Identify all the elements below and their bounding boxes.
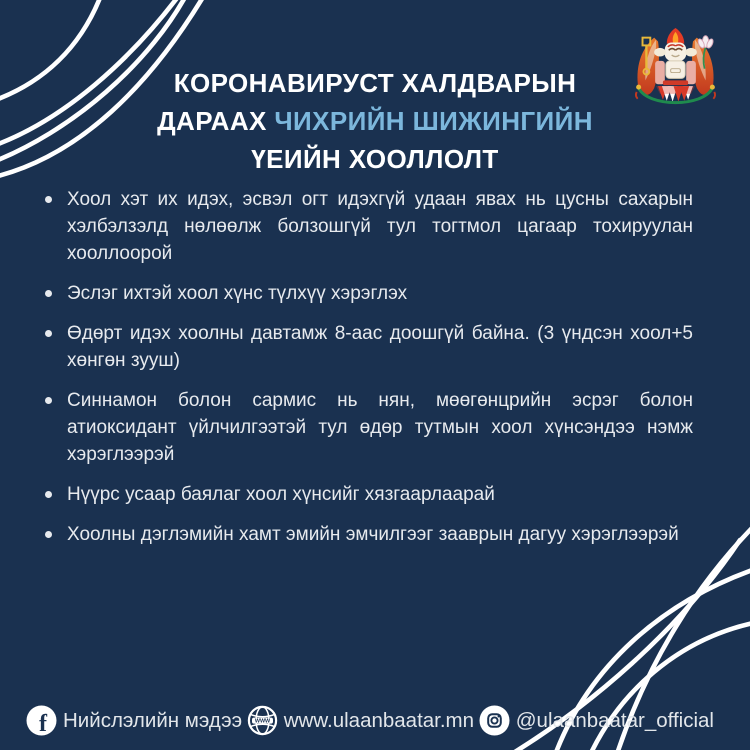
bullet-dot — [45, 290, 52, 297]
website-label: www.ulaanbaatar.mn — [283, 708, 475, 732]
svg-text:WWW: WWW — [254, 718, 270, 725]
list-item — [67, 521, 693, 548]
bullet-dot — [45, 397, 52, 404]
bullet-dot — [45, 531, 52, 538]
svg-text:f: f — [39, 711, 47, 736]
list-item — [67, 280, 693, 307]
title-line-2-white: ДАРААХ — [157, 106, 267, 136]
bullet-text: Нүүрс усаар баялаг хоол хүнсийг хязгаарлаарай — [67, 484, 495, 505]
list-item — [67, 186, 693, 267]
facebook-label: Нийслэлийн мэдээ — [63, 708, 243, 732]
bullet-text: Хоолны дэглэмийн хамт эмийн эмчилгээг зааврын дагуу хэрэглээрэй — [67, 524, 679, 545]
title-line-3: ҮЕИЙН ХООЛЛОЛТ — [251, 144, 499, 174]
page-title — [40, 64, 710, 178]
instagram-icon — [479, 705, 510, 736]
bullet-dot — [45, 491, 52, 498]
title-line-1: КОРОНАВИРУСТ ХАЛДВАРЫН — [173, 68, 577, 98]
bullet-text: Хоол хэт их идэх, эсвэл огт идэхгүй удаан явах нь цусны сахарын хэлбэлзэлд нөлөөлж болзошгүй тул тогтмол цагаар тохируулан хооллоорой — [67, 189, 693, 264]
instagram-handle — [479, 705, 714, 736]
facebook-handle — [26, 705, 242, 736]
bullet-text: Эслэг ихтэй хоол хүнс түлхүү хэрэглэх — [67, 283, 408, 304]
list-item — [67, 320, 693, 374]
title-line-2-accent: ЧИХРИЙН ШИЖИНГИЙН — [274, 106, 593, 136]
bullet-list — [67, 186, 693, 548]
list-item — [67, 387, 693, 468]
bullet-text: Өдөрт идэх хоолны давтамж 8-аас доошгүй байна. (3 үндсэн хоол+5 хөнгөн зууш) — [67, 323, 693, 371]
bullet-dot — [45, 196, 52, 203]
globe-icon — [247, 705, 278, 736]
bullet-dot — [45, 330, 52, 337]
bullet-text: Синнамон болон сармис нь нян, мөөгөнцрийн эсрэг болон атиоксидант үйлчилгээтэй тул өдөр тутмын хоол хүнсэндээ нэмж хэрэглээрэй — [67, 390, 693, 465]
footer — [26, 705, 714, 736]
list-item — [67, 481, 693, 508]
facebook-icon — [26, 705, 57, 736]
website-handle — [247, 705, 474, 736]
instagram-label: @ulaanbaatar_official — [515, 708, 714, 732]
